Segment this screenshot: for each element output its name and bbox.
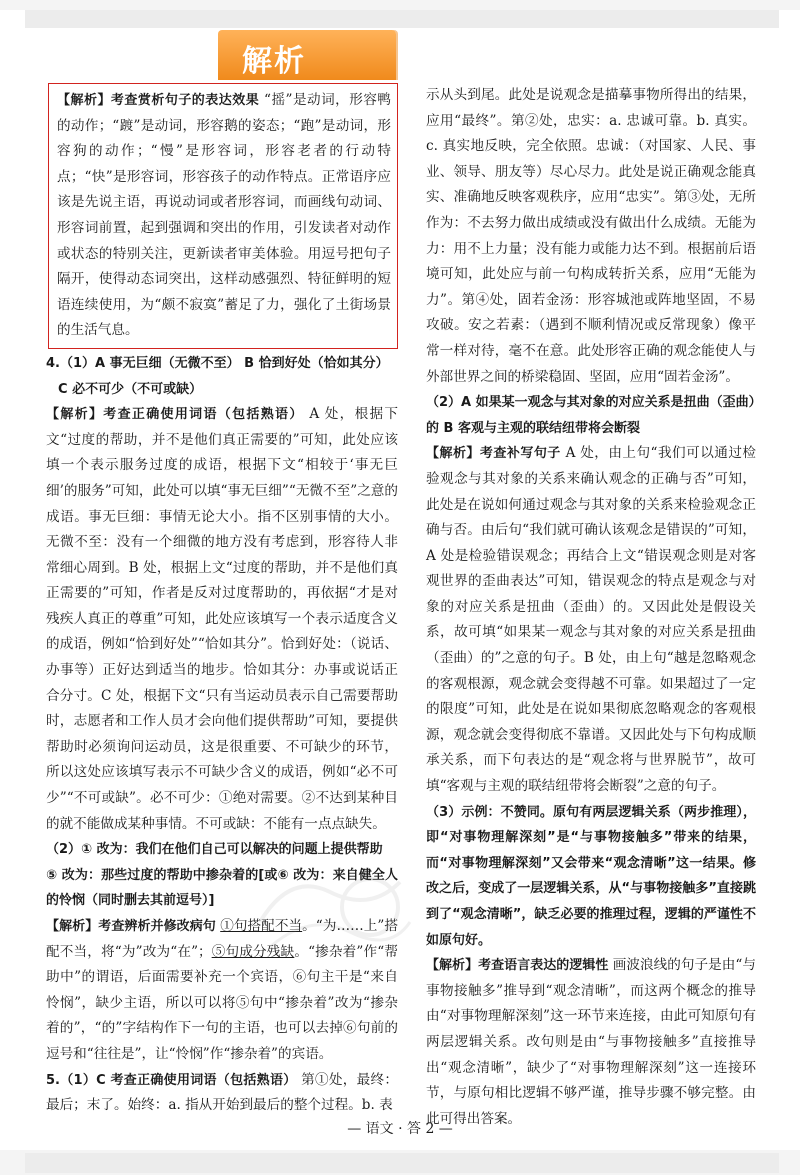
q4-analysis1 (46, 402, 398, 837)
right-column (426, 83, 762, 1132)
q5-3-analysis (426, 953, 756, 1132)
q5-head-text: 第①处，最终：最后；末了。始终：a. 指从开始到最后的整个过程。b. 表 (46, 1071, 398, 1114)
q5-head (46, 1068, 398, 1119)
watermark-logo (250, 852, 420, 962)
top-band (0, 0, 800, 10)
bottom-bar (25, 1153, 779, 1173)
page-footer: — 语文 · 答 2 — (347, 1121, 453, 1137)
q4-analysis1-lead: 【解析】考查正确使用词语（包括熟语） (46, 407, 304, 423)
section-tab-label: 解析 (242, 44, 306, 79)
left-column (46, 83, 398, 1119)
q5-2-analysis-lead: 【解析】考查补写句子 (426, 446, 561, 462)
box-text: “摇”是动词，形容鸭的动作；“踱”是动词，形容鹅的姿态；“跑”是动词，形容狗的动作；“慢”是形容词，形容老者的行动特点；“快”是形容词，形容孩子的动作特点。正常语序应该是先说主语，再说动词或者形容词，而画线句动词、形容词前置，起到强调和突出的作用，引发读者对动作或状态的特别关注，更新读者审美体验。用逗号把句子隔开，使得动态词突出，这样动感强烈、特征鲜明的短语连续使用，为“颇不寂寞”蓄足了力，强化了土街场景的生活气息。 (57, 92, 391, 339)
q5-3-answer: （3）示例：不赞同。原句有两层逻辑关系（两步推理），即“对事物理解深刻”是“与事物接触多”带来的结果，而“对事物理解深刻”又会带来“观念清晰”这一结果。修改之后，变成了一层逻辑关系，从“与事物接触多”直接跳到了“观念清晰”，缺乏必要的推理过程，逻辑的严谨性不如原句好。 (426, 804, 756, 948)
q5-2-analysis-text: A 处，由上句“我们可以通过检验观念与其对象的关系来确认观念的正确与否”可知，此处是在说如何通过观念与其对象的关系来检验观念正确与否。由后句“我们就可确认该观念是错误的”可知，A 处是检验错误观念；再结合上文“错误观念则是对客观世界的歪曲表达”可知，错误观念的特点是观念与对象的对应关系是扭曲（歪曲）的。又因此处是假设关系，故可填“如果某一观念与其对象的对应关系是扭曲（歪曲）的”之意的句子。B 处，由上句“越是忽略观念的客观根源，观念就会变得越不可靠。如果超过了一定的限度”可知，此处是在说如果彻底忽略观念的客观根源，观念就会变得彻底不靠谱。又因此处与下句构成顺承关系，而下句表达的是“观念将与世界脱节”，故可填“客观与主观的联结纽带将会断裂”之意的句子。 (426, 445, 757, 795)
q4-analysis2-mid: 。“为……上”搭配不当，将“为”改为“在”； (46, 918, 398, 960)
q4-analysis2-lead: 【解析】考查辨析并修改病句 (46, 919, 216, 934)
q4-answer2-line1: （2）① 改为：我们在他们自己可以解决的问题上提供帮助 (46, 842, 383, 858)
q4-analysis2-underline2: ⑤句成分残缺 (211, 943, 295, 960)
q4-analysis1-text: A 处，根据下文“过度的帮助，并不是他们真正需要的”可知，此处应该填一个表示服务过度的成语，根据下文“相较于‘事无巨细’的服务”可知，此处可以填“事无巨细”“无微不至”之意的成语。事无巨细：事情无论大小。指不区别事情的大小。无微不至：没有一个细微的地方没有考虑到，形容待人非常细心周到。B 处，根据上文“过度的帮助，并不是他们真正需要的”可知，作者是反对过度帮助的，再依据“才是对残疾人真正的尊重”可知，此处应该填写一个表示适度含义的成语，例如“恰到好处”“恰如其分”。恰到好处：（说话、办事等）正好达到适当的地步。恰如其分：办事或说话正合分寸。C 处，根据下文“只有当运动员表示自己需要帮助时，志愿者和工作人员才会向他们提供帮助”可知，要提供帮助时必须询问运动员，这是很重要、不可缺少的环节，所以这处应该填写表示不可缺少含义的成语，例如“必不可少”“不可或缺”。必不可少：①绝对需要。②不达到某种目的就不能做成某种事情。不可或缺：不能有一点点缺失。 (46, 406, 398, 832)
box-paragraph (57, 88, 391, 344)
q5-3-analysis-text: 画波浪线的句子是由“与事物接触多”推导到“观念清晰”，而这两个概念的推导由“对事物理解深刻”这一环节来连接，由此可知原句有两层逻辑关系。改句则是由“与事物接触多”直接推导出“观念清晰”，缺少了“对事物理解深刻”这一连接环节，与原句相比逻辑不够严谨，推导步骤不够完整。由此可得出答案。 (426, 957, 756, 1127)
q4-analysis2-underline1: ①句搭配不当 (220, 918, 303, 934)
section-tab (218, 30, 396, 80)
q4-answer-line2: C 必不可少（不可或缺） (58, 381, 203, 397)
q4-answer2-line2: ⑤ 改为：那些过度的帮助中掺杂着的[或⑥ 改为：来自健全人的怜悯（同时删去其前逗号）] (46, 867, 398, 909)
top-bar (25, 10, 779, 28)
q5-2-answer-line2: 的 B 客观与主观的联结纽带将会断裂 (426, 420, 640, 436)
q5-continued-text: 示从头到尾。此处是说观念是描摹事物所得出的结果，应用“最终”。第②处，忠实：a. 忠诚可靠。b. 真实。c. 真实地反映，完全依照。忠诚：（对国家、人民、事业、领导、朋友等）尽心尽力。此处是说正确观念能真实、准确地反映客观秩序，应用“忠实”。第③处，无所作为：不去努力做出成绩或没有做出什么成绩。无能为力：用不上力量；没有能力或能力达不到。根据前后语境可知，此处应与前一句构成转折关系，应用“无能为力”。第④处，固若金汤：形容城池或阵地坚固，不易攻破。安之若素：（遇到不顺利情况或反常现象）像平常一样对待，毫不在意。此处形容正确的观念能使人与外部世界之间的桥梁稳固、坚固，应用“固若金汤”。 (426, 87, 756, 385)
highlight-box (48, 83, 398, 349)
q5-head-lead: 5.（1）C 考查正确使用词语（包括熟语） (46, 1072, 297, 1088)
q5-2-answer-line1: （2）A 如果某一观念与其对象的对应关系是扭曲（歪曲） (426, 395, 762, 411)
q4-analysis2-rest: 。“掺杂着”作“帮助中”的谓语，后面需要补充一个宾语，⑥句主干是“来自怜悯”，缺少主语，所以可以将⑤句中“掺杂着”改为“掺杂着的”，“的”字结构作下一句的主语，也可以去掉⑥句前的逗号和“往往是”，让“怜悯”作“掺杂着”的宾语。 (46, 943, 398, 1062)
q5-2-analysis (426, 441, 756, 799)
q4-answer-line1: 4.（1）A 事无巨细（无微不至） B 恰到好处（恰如其分） (46, 355, 389, 371)
box-lead: 【解析】考查赏析句子的表达效果 (57, 93, 260, 108)
q5-3-analysis-lead: 【解析】考查语言表达的逻辑性 (426, 958, 609, 974)
